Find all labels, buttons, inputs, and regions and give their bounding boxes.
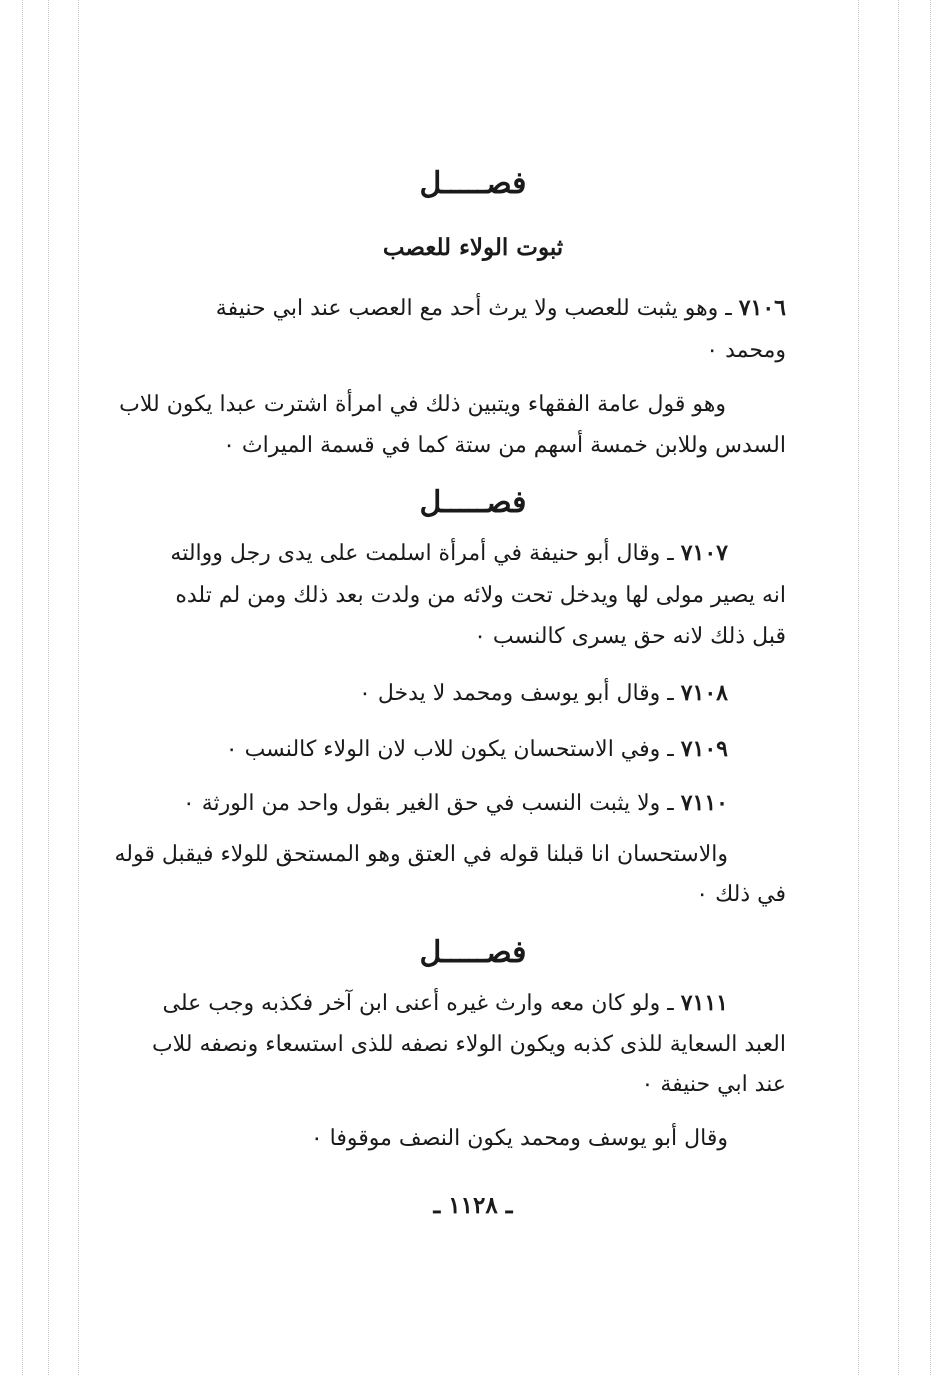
paragraph-number: ٧١٠٨ xyxy=(680,680,728,706)
paragraph-7107-line-3: قبل ذلك لانه حق يسرى كالنسب ٠ xyxy=(474,624,786,649)
commentary-line-2: السدس وللابن خمسة أسهم من ستة كما في قسمة الميراث ٠ xyxy=(223,433,786,458)
paragraph-7106-line-1 xyxy=(216,295,786,321)
commentary-2-line-2: في ذلك ٠ xyxy=(696,882,786,907)
paragraph-number: ٧١١٠ xyxy=(680,790,728,816)
paragraph-7111-line-2: العبد السعاية للذى كذبه ويكون الولاء نصفه للذى استسعاء ونصفه للاب xyxy=(151,1032,786,1057)
paragraph-text: ـ وقال أبو حنيفة في أمرأة اسلمت على يدى رجل ووالته xyxy=(170,541,674,566)
paragraph-text: ـ ولو كان معه وارث غيره أعنى ابن آخر فكذبه وجب على xyxy=(162,991,674,1016)
paragraph-number: ٧١٠٧ xyxy=(680,540,728,566)
page-number: ـ ١١٢٨ ـ xyxy=(433,1192,513,1219)
paragraph-7107-line-1 xyxy=(170,540,728,566)
paragraph-7108 xyxy=(359,680,728,706)
scan-line xyxy=(22,0,23,1375)
paragraph-7111-line-1 xyxy=(163,990,729,1016)
section-heading-1: فصـــــل xyxy=(419,166,527,201)
scan-line xyxy=(858,0,859,1375)
scan-line xyxy=(930,0,931,1375)
scan-line xyxy=(898,0,899,1375)
paragraph-7109 xyxy=(226,736,728,762)
paragraph-7111-line-3: عند ابي حنيفة ٠ xyxy=(641,1072,786,1097)
commentary-2-line-1: والاستحسان انا قبلنا قوله في العتق وهو المستحق للولاء فيقبل قوله xyxy=(114,842,728,867)
section-subtitle: ثبوت الولاء للعصب xyxy=(382,234,564,261)
scan-line xyxy=(78,0,79,1375)
paragraph-text: ـ وهو يثبت للعصب ولا يرث أحد مع العصب عند ابي حنيفة xyxy=(215,296,732,321)
paragraph-7106-line-2: ومحمد ٠ xyxy=(706,338,786,363)
paragraph-7110 xyxy=(183,790,728,816)
commentary-3-line-1: وقال أبو يوسف ومحمد يكون النصف موقوفا ٠ xyxy=(310,1126,728,1151)
section-heading-2: فصـــــل xyxy=(419,485,527,520)
paragraph-number: ٧١١١ xyxy=(680,990,728,1016)
section-heading-3: فصـــــل xyxy=(419,935,527,970)
paragraph-number: ٧١٠٦ xyxy=(738,295,786,321)
paragraph-text: ـ وقال أبو يوسف ومحمد لا يدخل ٠ xyxy=(359,681,674,706)
paragraph-7107-line-2: انه يصير مولى لها ويدخل تحت ولائه من ولدت بعد ذلك ومن لم تلده xyxy=(175,583,786,608)
scan-line xyxy=(48,0,49,1375)
paragraph-number: ٧١٠٩ xyxy=(680,736,728,762)
paragraph-text: ـ ولا يثبت النسب في حق الغير بقول واحد من الورثة ٠ xyxy=(182,791,674,816)
commentary-line-1: وهو قول عامة الفقهاء ويتبين ذلك في امرأة اشترت عبدا يكون للاب xyxy=(119,392,726,417)
paragraph-text: ـ وفي الاستحسان يكون للاب لان الولاء كالنسب ٠ xyxy=(225,737,674,762)
